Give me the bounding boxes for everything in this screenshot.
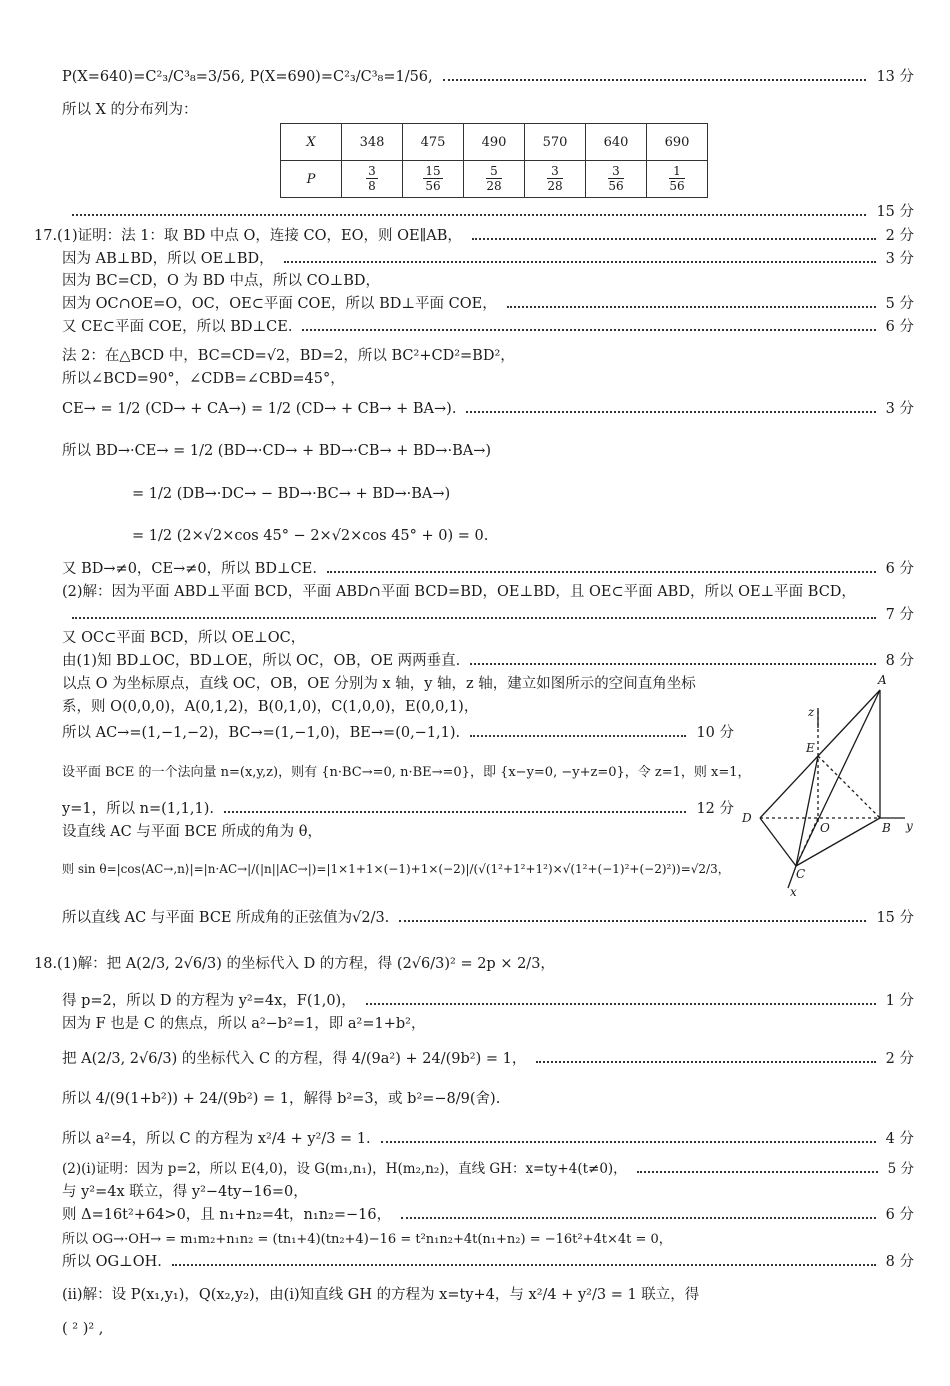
q17-line: = 1/2 (2×√2×cos 45° − 2×√2×cos 45° + 0) = 0. [132, 528, 489, 544]
table-row [281, 161, 708, 198]
q18-line: 因为 F 也是 C 的焦点，所以 a²−b²=1，即 a²=1+b²， [62, 1016, 426, 1032]
q17-line: 所以 AC→=(1,−1,−2)，BC→=(1,−1,0)，BE→=(0,−1,1). 10 分 [62, 725, 734, 741]
label-c: C [796, 867, 806, 881]
label-y: y [906, 819, 913, 833]
q18-line: ( ² )² , [62, 1321, 104, 1337]
q17-line: 设平面 BCE 的一个法向量 n=(x,y,z)，则有 {n·BC→=0, n·BE→=0}，即 {x−y=0, −y+z=0}，令 z=1，则 x=1， [62, 765, 751, 780]
x-value: 640 [586, 124, 647, 161]
line-13: P(X=640)=C²₃/C³₈=3/56, P(X=690)=C²₃/C³₈=1/56, 13 分 [62, 69, 914, 85]
q17-line: 因为 AB⊥BD，所以 OE⊥BD， 3 分 [62, 251, 914, 267]
label-e: E [806, 741, 815, 755]
q17-line: 所以直线 AC 与平面 BCE 所成角的正弦值为√2/3. 15 分 [62, 910, 914, 926]
q17-line: 又 CE⊂平面 COE，所以 BD⊥CE. 6 分 [62, 319, 914, 335]
table-header-p: P [281, 161, 342, 198]
q18-line: 18.(1)解：把 A(2/3, 2√6/3) 的坐标代入 D 的方程，得 (2√6/3)² = 2p × 2/3， [34, 956, 555, 972]
q17-line: 又 OC⊂平面 BCD，所以 OE⊥OC， [62, 630, 306, 646]
x-value: 475 [403, 124, 464, 161]
q17-line: 因为 BC=CD，O 为 BD 中点，所以 CO⊥BD， [62, 273, 381, 289]
q17-line: 法 2：在△BCD 中，BC=CD=√2，BD=2，所以 BC²+CD²=BD²， [62, 348, 515, 364]
p-value: $\frac{1}{56}$ [647, 161, 708, 198]
label-b: B [882, 821, 891, 835]
q18-line: 得 p=2，所以 D 的方程为 y²=4x，F(1,0)， 1 分 [62, 993, 914, 1009]
p-value: $\frac{15}{56}$ [403, 161, 464, 198]
label-d: D [742, 811, 752, 825]
q18-line: 所以 a²=4，所以 C 的方程为 x²/4 + y²/3 = 1. 4 分 [62, 1131, 914, 1147]
p-value: $\frac{5}{28}$ [464, 161, 525, 198]
q18-line: 与 y²=4x 联立，得 y²−4ty−16=0， [62, 1184, 308, 1200]
q17-line: y=1，所以 n=(1,1,1). 12 分 [62, 801, 734, 817]
q17-line: 7 分 [62, 604, 914, 626]
x-value: 348 [342, 124, 403, 161]
q17-line: CE→ = 1/2 (CD→ + CA→) = 1/2 (CD→ + CB→ + BA→). 3 分 [62, 401, 914, 417]
line-15a: 15 分 [62, 201, 914, 223]
q17-line: 所以 BD→·CE→ = 1/2 (BD→·CD→ + BD→·CB→ + BD→·BA→) [62, 443, 492, 459]
label-x: x [790, 885, 797, 899]
x-value: 690 [647, 124, 708, 161]
q17-line: 设直线 AC 与平面 BCE 所成的角为 θ， [62, 824, 322, 840]
edge-bc [796, 818, 880, 866]
q17-line: = 1/2 (DB→·DC→ − BD→·BC→ + BD→·BA→) [132, 486, 451, 502]
line-dist-intro: 所以 X 的分布列为： [62, 102, 198, 118]
distribution-table [280, 123, 708, 198]
edge-ec [796, 756, 818, 866]
label-a: A [878, 673, 887, 687]
p-value: $\frac{3}{56}$ [586, 161, 647, 198]
q18-line: 所以 OG⊥OH. 8 分 [62, 1254, 914, 1270]
q17-line: 又 BD→≠0，CE→≠0，所以 BD⊥CE. 6 分 [62, 561, 914, 577]
q17-line: 则 sin θ=|cos⟨AC→,n⟩|=|n·AC→|/(|n||AC→|)=|1×1+1×(−1)+1×(−2)|/(√(1²+1²+1²)×√(1²+(−1)²+(−2)²))=√2/3， [62, 862, 730, 876]
x-value: 490 [464, 124, 525, 161]
q18-line: 则 Δ=16t²+64>0，且 n₁+n₂=4t，n₁n₂=−16， 6 分 [62, 1207, 914, 1223]
q17-line: 系，则 O(0,0,0)，A(0,1,2)，B(0,1,0)，C(1,0,0)，E(0,0,1)， [62, 699, 479, 715]
q18-line: (ⅱ)解：设 P(x₁,y₁)，Q(x₂,y₂)，由(ⅰ)知直线 GH 的方程为 x=ty+4，与 x²/4 + y²/3 = 1 联立，得 [62, 1287, 700, 1303]
q17-line: 所以∠BCD=90°，∠CDB=∠CBD=45°， [62, 371, 345, 387]
q17-line: 由(1)知 BD⊥OC，BD⊥OE，所以 OC，OB，OE 两两垂直. 8 分 [62, 653, 914, 669]
table-row [281, 124, 708, 161]
pyramid-figure [740, 670, 920, 900]
p-value: $\frac{3}{28}$ [525, 161, 586, 198]
edge-dc [760, 818, 796, 866]
q17-line: 17.(1)证明：法 1：取 BD 中点 O，连接 CO，EO，则 OE∥AB， 2 分 [34, 228, 914, 244]
p-value: $\frac{3}{8}$ [342, 161, 403, 198]
edge-oc [796, 818, 818, 866]
edge-eb [818, 756, 880, 818]
edge-ae [818, 690, 880, 756]
q18-line: (2)(ⅰ)证明：因为 p=2，所以 E(4,0)，设 G(m₁,n₁)，H(m₂,n₂)，直线 GH：x=ty+4(t≠0)， 5 分 [62, 1161, 914, 1177]
table-header-x: X [281, 124, 342, 161]
label-z: z [808, 705, 815, 719]
q18-line: 所以 OG→·OH→ = m₁m₂+n₁n₂ = (tn₁+4)(tn₂+4)−16 = t²n₁n₂+4t(n₁+n₂) = −16t²+4t×4t = 0， [62, 1232, 672, 1247]
label-o: O [820, 821, 830, 835]
q17-line: (2)解：因为平面 ABD⊥平面 BCD，平面 ABD∩平面 BCD=BD，OE⊥BD，且 OE⊂平面 ABD，所以 OE⊥平面 BCD， [62, 584, 856, 600]
x-value: 570 [525, 124, 586, 161]
q18-line: 把 A(2/3, 2√6/3) 的坐标代入 C 的方程，得 4/(9a²) + 24/(9b²) = 1， 2 分 [62, 1051, 914, 1067]
q17-line: 因为 OC∩OE=O，OC，OE⊂平面 COE，所以 BD⊥平面 COE， 5 分 [62, 296, 914, 312]
q17-line: 以点 O 为坐标原点，直线 OC，OB，OE 分别为 x 轴，y 轴，z 轴，建立如图所示的空间直角坐标 [62, 676, 696, 692]
q18-line: 所以 4/(9(1+b²)) + 24/(9b²) = 1，解得 b²=3，或 b²=−8/9(舍). [62, 1091, 501, 1107]
edge-de [760, 756, 818, 818]
